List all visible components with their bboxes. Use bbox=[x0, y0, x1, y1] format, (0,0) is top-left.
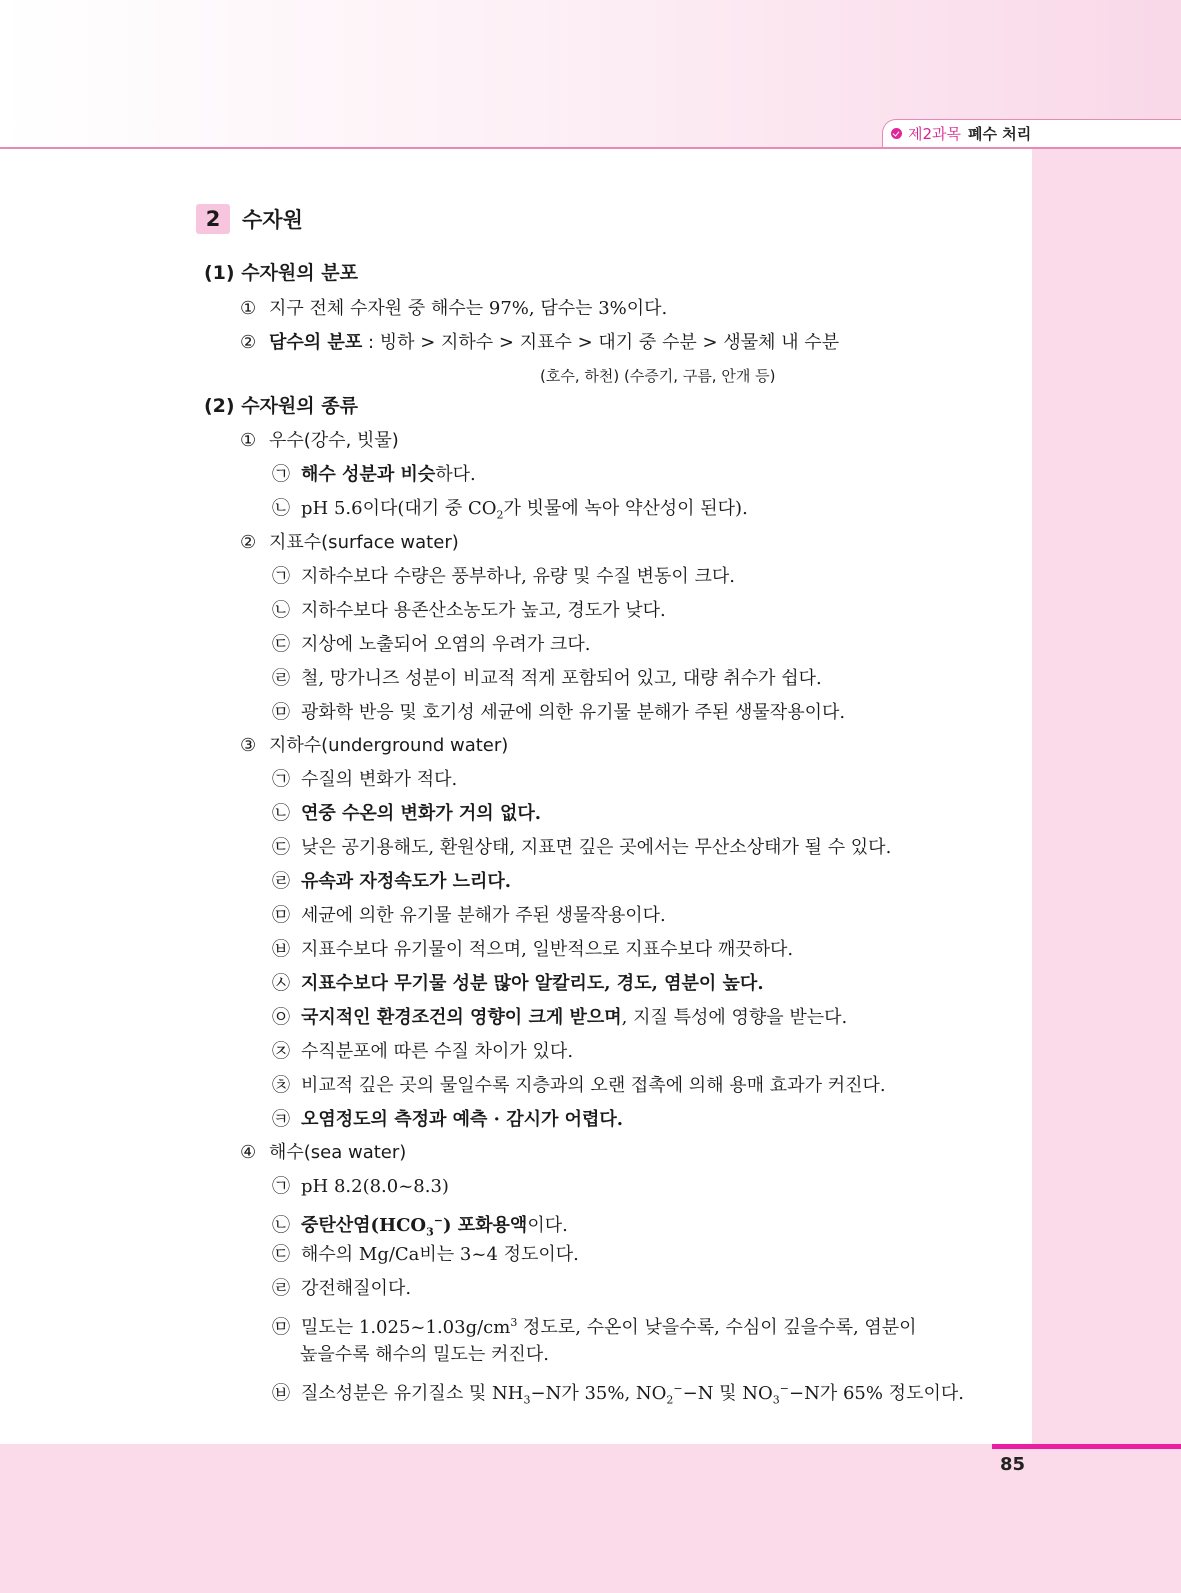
list-item: ㉣ 철, 망가니즈 성분이 비교적 적게 포함되어 있고, 대량 취수가 쉽다. bbox=[272, 668, 822, 689]
list-item: ㉢ 낮은 공기용해도, 환원상태, 지표면 깊은 곳에서는 무산소상태가 될 수 있다. bbox=[272, 837, 892, 858]
right-margin-band bbox=[1032, 149, 1181, 1444]
list-item: ㉠ 해수 성분과 비슷하다. bbox=[272, 464, 476, 485]
section-title-text: 수자원 bbox=[242, 208, 303, 232]
list-item: ㉠ pH 8.2(8.0~8.3) bbox=[272, 1176, 449, 1197]
list-item: ㉣ 유속과 자정속도가 느리다. bbox=[272, 871, 512, 892]
list-item: ㉣ 강전해질이다. bbox=[272, 1278, 412, 1299]
list-item-continued: 높을수록 해수의 밀도는 커진다. bbox=[300, 1344, 549, 1365]
list-item: ㉡ 중탄산염$(HCO_3^-)$ 포화용액이다. bbox=[272, 1214, 568, 1239]
list-item: ㉥ 질소성분은 유기질소 및 $NH_3-N$가 35%, $NO_2^--N$ 및 $NO_3^--N$가 65% 정도이다. bbox=[272, 1382, 964, 1407]
type-heading-sea: ④ 해수(sea water) bbox=[240, 1142, 407, 1163]
distribution-note: (호수, 하천) (수증기, 구름, 안개 등) bbox=[540, 367, 776, 385]
check-circle-icon bbox=[891, 128, 902, 139]
footer-rule bbox=[992, 1444, 1181, 1449]
list-item: ㉪ 오염정도의 측정과 예측 · 감시가 어렵다. bbox=[272, 1109, 624, 1130]
type-heading-surface: ② 지표수(surface water) bbox=[240, 532, 459, 553]
page-number: 85 bbox=[1000, 1454, 1026, 1475]
subject-number: 제2과목 bbox=[908, 125, 962, 143]
list-item: ㉤ 광화학 반응 및 호기성 세균에 의한 유기물 분해가 주된 생물작용이다. bbox=[272, 702, 846, 723]
type-heading-ground: ③ 지하수(underground water) bbox=[240, 735, 509, 756]
list-item: ㉤ 밀도는 $1.025\sim 1.03g/cm^3$ 정도로, 수온이 낮을수록, 수심이 깊을수록, 염분이 bbox=[272, 1316, 917, 1338]
list-item: ㉩ 비교적 깊은 곳의 물일수록 지층과의 오랜 접촉에 의해 용매 효과가 커진다. bbox=[272, 1075, 886, 1096]
list-item: ㉠ 수질의 변화가 적다. bbox=[272, 769, 458, 790]
header-rule bbox=[0, 147, 1181, 149]
list-item: ㉨ 수직분포에 따른 수질 차이가 있다. bbox=[272, 1041, 574, 1062]
list-item: ㉦ 지표수보다 무기물 성분 많아 알칼리도, 경도, 염분이 높다. bbox=[272, 973, 764, 994]
list-item: ㉡ pH 5.6이다(대기 중 $CO_2$가 빗물에 녹아 약산성이 된다). bbox=[272, 498, 748, 522]
list-item: ① 지구 전체 수자원 중 해수는 97%, 담수는 3%이다. bbox=[240, 298, 668, 319]
list-item: ㉠ 지하수보다 수량은 풍부하나, 유량 및 수질 변동이 크다. bbox=[272, 566, 736, 587]
list-item: ㉡ 연중 수온의 변화가 거의 없다. bbox=[272, 803, 541, 824]
list-item: ㉢ 해수의 Mg/Ca비는 3~4 정도이다. bbox=[272, 1244, 579, 1265]
list-item: ② 담수의 분포 : 빙하 > 지하수 > 지표수 > 대기 중 수분 > 생물체 내 수분 bbox=[240, 332, 840, 353]
running-header bbox=[882, 119, 1181, 147]
list-item: ㉤ 세균에 의한 유기물 분해가 주된 생물작용이다. bbox=[272, 905, 666, 926]
list-item: ㉢ 지상에 노출되어 오염의 우려가 크다. bbox=[272, 634, 591, 655]
subsection-types: (2) 수자원의 종류 bbox=[204, 395, 358, 417]
list-item: ㉧ 국지적인 환경조건의 영향이 크게 받으며, 지질 특성에 영향을 받는다. bbox=[272, 1007, 848, 1028]
type-heading-rain: ① 우수(강수, 빗물) bbox=[240, 430, 399, 451]
section-title bbox=[196, 204, 303, 234]
section-number: 2 bbox=[196, 204, 230, 234]
list-item: ㉡ 지하수보다 용존산소농도가 높고, 경도가 낮다. bbox=[272, 600, 666, 621]
subsection-distribution: (1) 수자원의 분포 bbox=[204, 262, 358, 284]
list-item: ㉥ 지표수보다 유기물이 적으며, 일반적으로 지표수보다 깨끗하다. bbox=[272, 939, 794, 960]
subject-name: 폐수 처리 bbox=[968, 125, 1032, 143]
